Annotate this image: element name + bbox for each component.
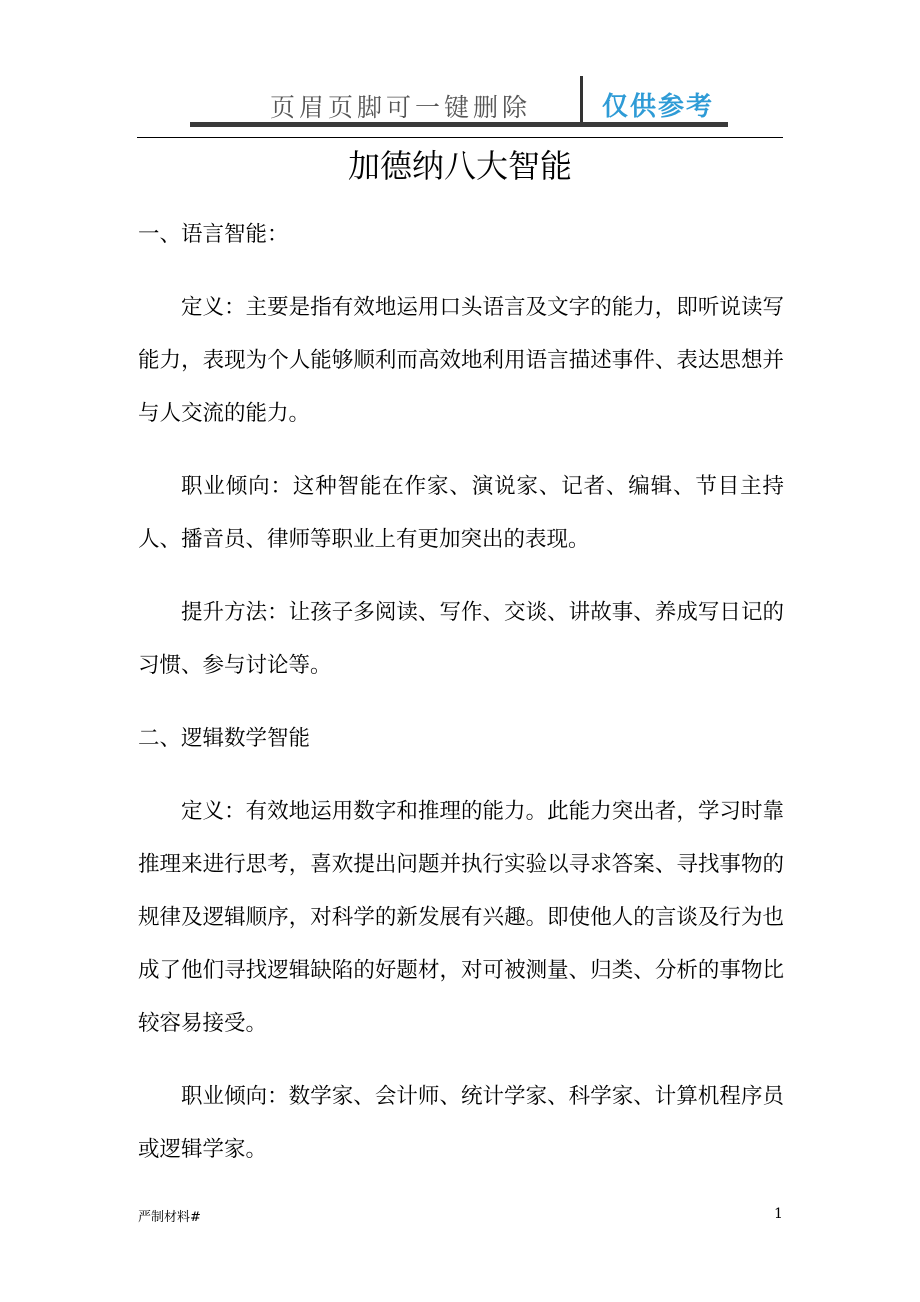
spacer bbox=[138, 1050, 784, 1070]
section-paragraph: 定义：有效地运用数字和推理的能力。此能力突出者，学习时靠推理来进行思考，喜欢提出问题并执行实验以寻求答案、寻找事物的规律及逻辑顺序，对科学的新发展有兴趣。即使他人的言谈及行为也成了他们寻找逻辑缺陷的好题材，对可被测量、归类、分析的事物比较容易接受。 bbox=[138, 799, 784, 1036]
header-left-text: 页眉页脚可一键删除 bbox=[270, 93, 532, 122]
section-paragraph: 定义：主要是指有效地运用口头语言及文字的能力，即听说读写能力，表现为个人能够顺利而高效地利用语言描述事件、表达思想并与人交流的能力。 bbox=[138, 295, 784, 426]
header-banner bbox=[190, 72, 730, 132]
section-paragraph: 提升方法：让孩子多阅读、写作、交谈、讲故事、养成写日记的习惯、参与讨论等。 bbox=[138, 600, 784, 678]
section-paragraph: 职业倾向：这种智能在作家、演说家、记者、编辑、节目主持人、播音员、律师等职业上有更加突出的表现。 bbox=[138, 474, 784, 552]
spacer bbox=[138, 440, 784, 460]
footer-left-text: 严制材料# bbox=[138, 1210, 201, 1225]
header-right-text: 仅供参考 bbox=[602, 92, 715, 122]
section-paragraph: 职业倾向：数学家、会计师、统计学家、科学家、计算机程序员或逻辑学家。 bbox=[138, 1084, 784, 1162]
header-underline bbox=[190, 122, 728, 127]
header-divider bbox=[580, 76, 583, 124]
header-rule bbox=[137, 137, 783, 138]
spacer bbox=[138, 566, 784, 586]
document-body bbox=[138, 208, 784, 1176]
document-title: 加德纳八大智能 bbox=[347, 147, 572, 185]
spacer bbox=[138, 765, 784, 785]
section-heading: 一、语言智能： bbox=[138, 222, 289, 247]
section-heading: 二、逻辑数学智能 bbox=[138, 726, 311, 751]
spacer bbox=[138, 261, 784, 281]
spacer bbox=[138, 692, 784, 712]
page-number: 1 bbox=[774, 1206, 783, 1222]
